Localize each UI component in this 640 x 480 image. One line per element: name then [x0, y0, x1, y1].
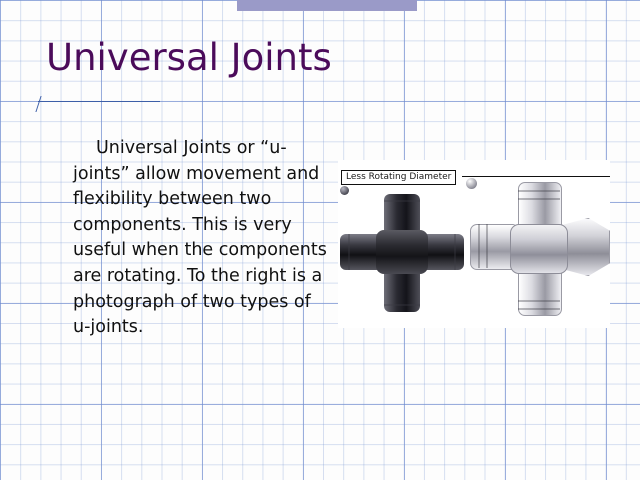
cap-ring [348, 234, 350, 270]
cap-ring [518, 308, 560, 310]
top-accent-bar [237, 0, 417, 11]
cap-ring [518, 190, 560, 192]
page-title: Universal Joints [46, 36, 332, 79]
joint-hub [510, 224, 568, 274]
joint-cap-right [424, 234, 464, 270]
cap-ring [384, 200, 420, 202]
cap-ring [518, 300, 560, 302]
cap-ring [478, 224, 480, 268]
joint-yoke-right [562, 218, 610, 276]
body-paragraph: Universal Joints or “u-joints” allow movement and flexibility between two components. This is very useful when the components are rotating. To the right is a photograph of two types of u-joints. [73, 138, 327, 338]
cap-ring [486, 224, 488, 268]
joint-cap-left [340, 234, 380, 270]
title-underline-tick [35, 96, 41, 112]
grease-fitting-icon [340, 186, 349, 195]
caption-leader-line [462, 176, 610, 177]
title-underline-rule [38, 101, 160, 102]
u-joint-photo [338, 160, 610, 328]
cap-ring [384, 304, 420, 306]
photo-caption: Less Rotating Diameter [341, 170, 456, 185]
grease-fitting-icon [466, 178, 477, 189]
cap-ring [518, 198, 560, 200]
chrome-universal-joint-icon [466, 178, 608, 318]
dark-universal-joint-icon [340, 186, 464, 314]
cap-ring [454, 234, 456, 270]
joint-hub [376, 230, 428, 274]
